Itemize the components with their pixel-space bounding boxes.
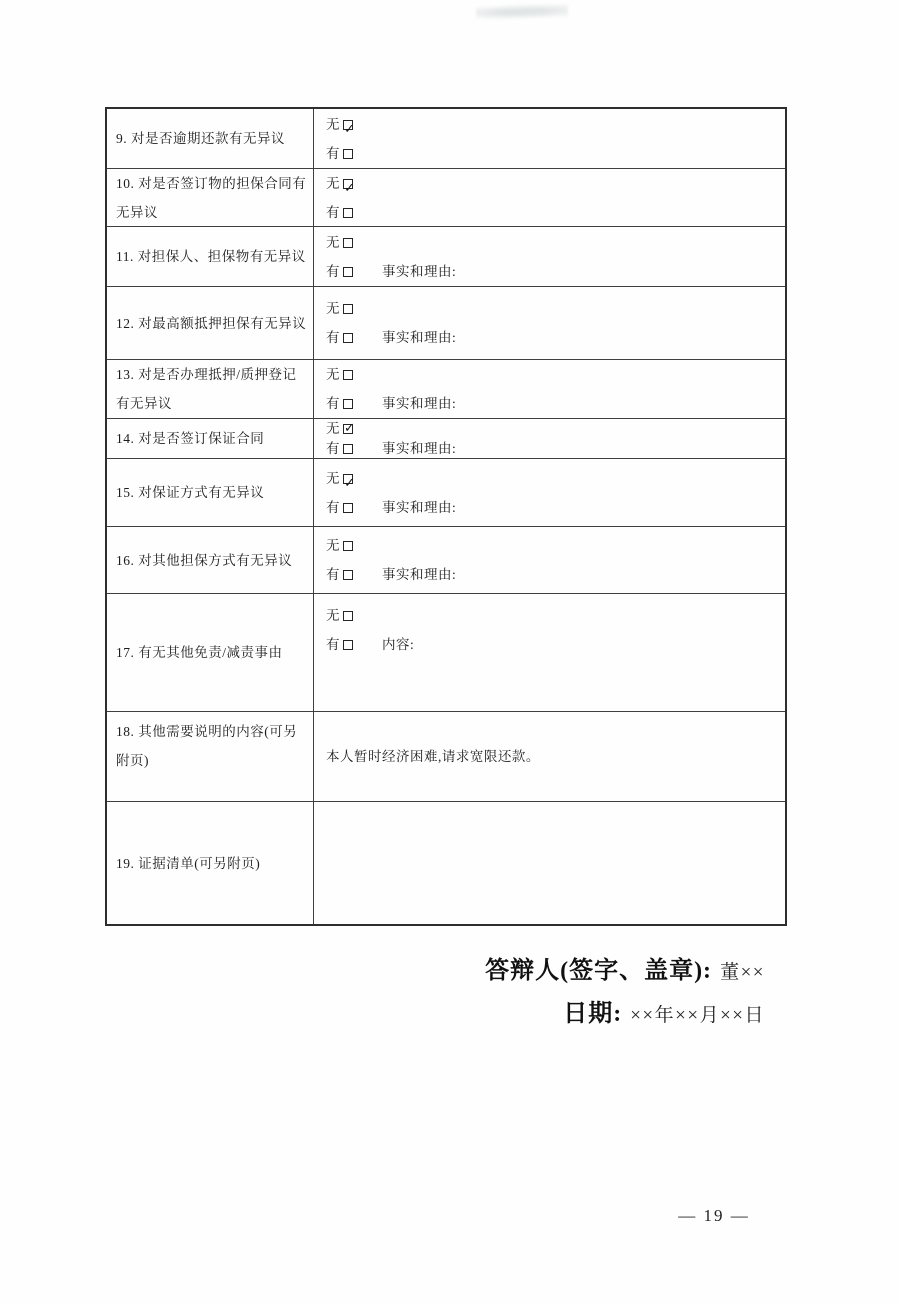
checkbox-has-icon: [343, 503, 353, 513]
row-options: [314, 419, 785, 458]
row-label: 15. 对保证方式有无异议: [107, 459, 314, 526]
row-options: [314, 287, 785, 359]
table-row-item-13: [107, 360, 785, 419]
checkbox-none-icon: [343, 474, 353, 484]
checkbox-none-icon: [343, 611, 353, 621]
option-none-label: 无: [326, 367, 340, 382]
option-none: [326, 464, 777, 493]
option-has-suffix: 事实和理由:: [382, 567, 457, 582]
option-none-label: 无: [326, 175, 340, 191]
option-has-label: 有: [326, 145, 340, 161]
option-has-suffix: 事实和理由:: [382, 440, 457, 456]
table-row-item-12: [107, 287, 785, 360]
row-answer: [314, 712, 785, 801]
checkbox-has-icon: [343, 399, 353, 409]
checkbox-none-icon: [343, 370, 353, 380]
row-label: 12. 对最高额抵押担保有无异议: [107, 287, 314, 359]
option-none: [326, 531, 777, 560]
option-has-suffix: 事实和理由:: [382, 263, 457, 279]
row-label: 14. 对是否签订保证合同: [107, 419, 314, 458]
option-none: [326, 228, 777, 257]
row-options: [314, 459, 785, 526]
checkbox-none-icon: [343, 541, 353, 551]
respondent-label: 答辩人(签字、盖章):: [485, 958, 713, 984]
checkbox-has-icon: [343, 570, 353, 580]
row-label: 17. 有无其他免责/减责事由: [107, 594, 314, 711]
scan-artifact: [476, 4, 568, 20]
option-has: [326, 139, 777, 168]
option-has-label: 有: [326, 499, 340, 515]
option-none: [326, 360, 777, 389]
table-row-item-9: [107, 109, 785, 169]
checkbox-has-icon: [343, 208, 353, 218]
option-has: [326, 439, 777, 459]
option-has-suffix: 事实和理由:: [382, 499, 457, 515]
row-options: [314, 360, 785, 418]
table-row-item-14: [107, 419, 785, 459]
option-has: [326, 198, 777, 227]
row-options: [314, 527, 785, 593]
checkbox-has-icon: [343, 640, 353, 650]
option-has-suffix: 内容:: [382, 637, 415, 652]
option-none: [326, 419, 777, 439]
option-has-suffix: 事实和理由:: [382, 330, 457, 345]
option-has: [326, 389, 777, 418]
respondent-name: 董××: [720, 962, 765, 983]
option-none-label: 无: [326, 234, 340, 250]
row-label: 11. 对担保人、担保物有无异议: [107, 227, 314, 286]
checkbox-has-icon: [343, 267, 353, 277]
option-has: [326, 323, 777, 352]
option-none-label: 无: [326, 470, 340, 486]
checkbox-none-icon: [343, 120, 353, 130]
table-row-item-10: [107, 169, 785, 227]
row-options: [314, 227, 785, 286]
respondent-line: [485, 951, 765, 994]
option-has-label: 有: [326, 637, 340, 652]
checkbox-has-icon: [343, 333, 353, 343]
table-row-item-18: [107, 712, 785, 802]
option-none-label: 无: [326, 116, 340, 132]
row-label: 10. 对是否签订物的担保合同有无异议: [107, 169, 314, 226]
row-options: [314, 594, 785, 711]
row-options: [314, 169, 785, 226]
option-has: [326, 493, 777, 522]
checkbox-has-icon: [343, 444, 353, 454]
option-none: [326, 169, 777, 198]
table-row-item-17: [107, 594, 785, 712]
date-value: ××年××月××日: [630, 1005, 765, 1026]
checkbox-none-icon: [343, 304, 353, 314]
row-label: 13. 对是否办理抵押/质押登记有无异议: [107, 360, 314, 418]
table-row-item-15: [107, 459, 785, 527]
row-label: 16. 对其他担保方式有无异议: [107, 527, 314, 593]
option-has-label: 有: [326, 440, 340, 456]
signature-block: [485, 951, 765, 1037]
row-label: 19. 证据清单(可另附页): [107, 802, 314, 924]
table-row-item-19: [107, 802, 785, 924]
option-has-label: 有: [326, 263, 340, 279]
option-none-label: 无: [326, 608, 340, 623]
checkbox-none-icon: [343, 179, 353, 189]
row-answer: [314, 802, 785, 924]
table-row-item-16: [107, 527, 785, 594]
option-has: [326, 560, 777, 589]
checkbox-none-icon: [343, 238, 353, 248]
option-has-label: 有: [326, 567, 340, 582]
option-has-label: 有: [326, 204, 340, 220]
option-none: [326, 294, 777, 323]
row-label: 18. 其他需要说明的内容(可另附页): [107, 712, 314, 801]
option-none-label: 无: [326, 538, 340, 553]
page-number: — 19 —: [678, 1206, 750, 1225]
option-none: [326, 601, 777, 630]
defense-opinion-table: [105, 107, 787, 926]
option-none-label: 无: [326, 420, 340, 436]
row-label: 9. 对是否逾期还款有无异议: [107, 109, 314, 168]
checkbox-none-icon: [343, 424, 353, 434]
option-none-label: 无: [326, 301, 340, 316]
option-none: [326, 110, 777, 139]
table-row-item-11: [107, 227, 785, 287]
answer-text: 本人暂时经济困难,请求宽限还款。: [326, 749, 540, 764]
checkbox-has-icon: [343, 149, 353, 159]
row-options: [314, 109, 785, 168]
date-line: [485, 994, 765, 1037]
option-has-label: 有: [326, 396, 340, 411]
option-has-label: 有: [326, 330, 340, 345]
option-has: [326, 630, 777, 659]
option-has-suffix: 事实和理由:: [382, 396, 457, 411]
option-has: [326, 257, 777, 286]
date-label: 日期:: [563, 1001, 623, 1027]
